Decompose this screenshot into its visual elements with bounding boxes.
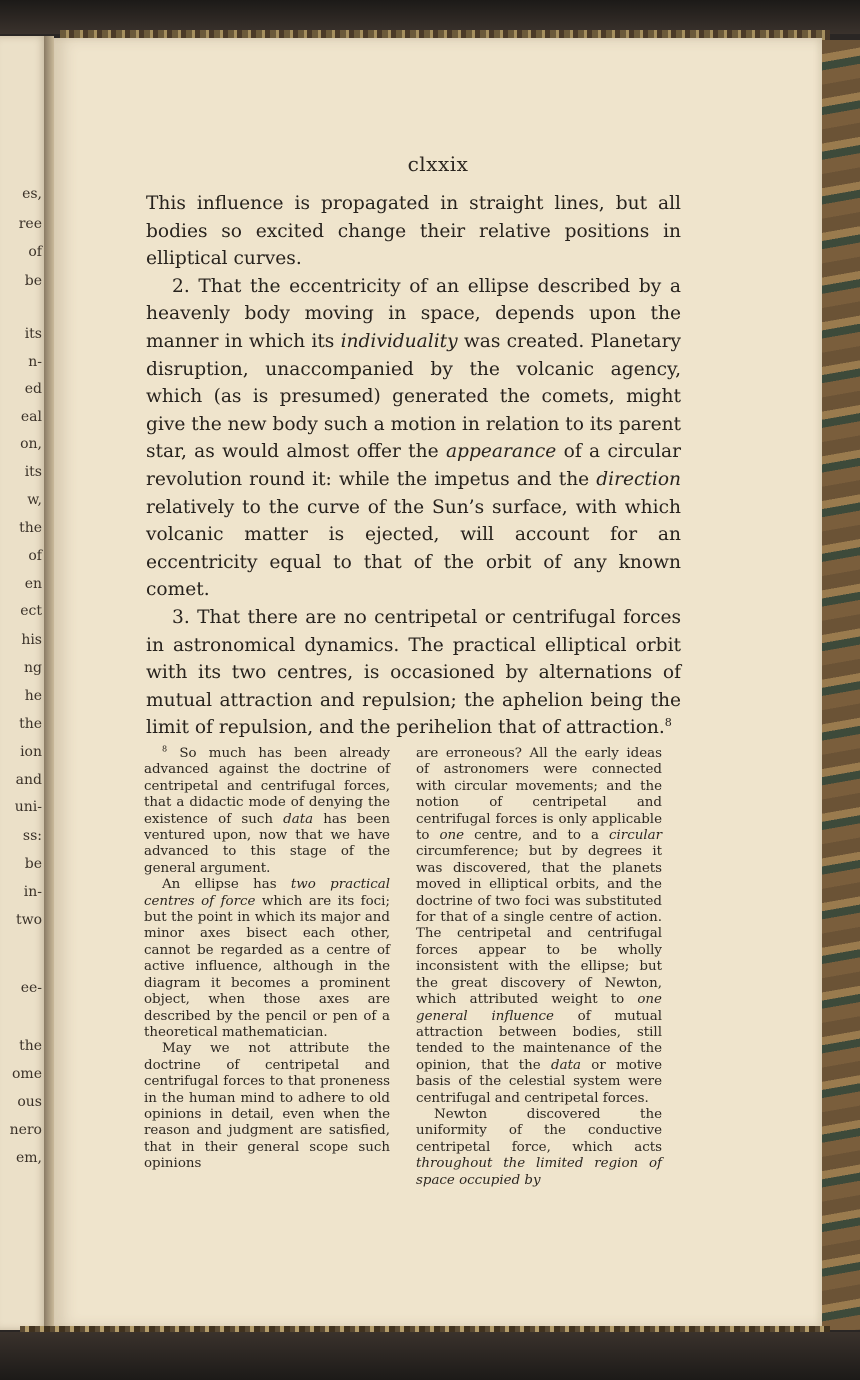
facing-page-fragment: ss: [22,828,42,844]
facing-page-fragment: of [28,244,42,260]
footnote-column-right [416,746,662,1189]
facing-page-fragment: ion [20,744,42,760]
facing-page-fragment: nero [9,1122,42,1138]
italic-text: data [551,1057,581,1073]
facing-page-fragment: the [19,520,42,536]
facing-page-fragment: its [24,326,42,342]
main-paragraph-1 [146,190,681,273]
text-run: relatively to the curve of the Sun’s surface, with which volcanic matter is ejected, will account for an eccentricity equal to that of the orbit of any known comet. [146,496,681,601]
facing-page-fragment: w, [27,492,42,508]
italic-text: individuality [340,330,458,352]
italic-text: one general influence [416,992,662,1024]
text-run: are erroneous? All the early ideas of astronomers were connected with circular movements; and the notion of centripetal and centrifugal forces is only applicable to [416,746,662,844]
footnote-column-left [144,746,390,1173]
footnote-paragraph [144,1041,390,1172]
text-run: of mutual attraction between bodies, still tended to the maintenance of the opinion, that the [416,1008,663,1073]
facing-page-fragment: es, [22,186,42,202]
text-run: centre, and to a [464,828,610,844]
facing-page-fragment: en [24,576,42,592]
facing-page-fragment: ree [18,216,42,232]
facing-page-fragment: the [19,1038,42,1054]
book-bottom-edge [0,1332,860,1380]
text-run: 2. That the eccentricity of an ellipse described by a heavenly body moving in space, depends upon the manner in which its [146,275,681,352]
main-paragraph-3 [146,604,681,742]
facing-page-fragment: his [21,632,42,648]
footnote-paragraph [416,746,662,1107]
book-top-edge [0,0,860,34]
page-number: clxxix [407,152,469,176]
text-run: has been ventured upon, now that we have advanced to this stage of the general argument. [144,811,390,876]
italic-text: one [439,828,465,844]
main-paragraph-2 [146,273,681,604]
facing-page-fragment: ed [24,381,42,397]
text-run: An ellipse has [162,877,291,893]
facing-page-fragment: he [24,688,42,704]
text-run: circumference; but by degrees it was discovered, that the planets moved in elliptical orbits, and the doctrine of two foci was substituted for that of a single centre of action. The centripetal and centrifugal forces appear to be wholly inconsistent with the ellipse; but the great discovery of Newton, which attributed weight to [416,844,662,1008]
text-run: This influence is propagated in straight lines, but all bodies so excited change their relative positions in elliptical curves. [146,193,681,270]
italic-text: throughout the limited region of space occupied by [416,1156,662,1188]
text-run: So much has been already advanced against the doctrine of centripetal and centrifugal forces, that a didactic mode of denying the existence of such [144,746,390,827]
main-body-text [146,190,681,742]
footnote-marker: 8 [162,744,168,754]
facing-page-fragment: of [28,548,42,564]
facing-page-fragment: be [24,856,42,872]
italic-text: two practical centres of force [144,877,391,909]
facing-page-fragment: be [24,273,42,289]
footnote-marker: 8 [664,716,672,730]
facing-page-fragment: ee- [20,980,42,996]
facing-page-fragment: ng [24,660,42,676]
footnote-paragraph [416,1107,662,1189]
text-run: was created. Planetary disruption, unaccompanied by the volcanic agency, which (as is presumed) generated the comets, might give the new body such a motion in relation to its parent star, as would almost offer the [146,330,682,463]
marbled-fore-edge [822,40,860,1330]
text-run: of a circular revolution round it: while the impetus and the [146,441,682,490]
facing-page-fragment: its [24,464,42,480]
facing-page-fragment: the [19,716,42,732]
facing-page-fragment: ous [17,1094,42,1110]
italic-text: appearance [445,441,557,463]
facing-page-fragment: and [15,772,42,788]
text-run: or motive basis of the celestial system were centrifugal and centripetal forces. [416,1057,662,1106]
facing-page-fragment: two [15,912,42,928]
text-run: May we not attribute the doctrine of centripetal and centrifugal forces to that proneness in the human mind to adhere to old opinions in detail, even when the reason and judgment are satisfied, that in their general scope such opinions [144,1041,390,1172]
facing-page-edge [0,36,48,1330]
facing-page-text-fragments [0,36,48,1330]
book-page [54,38,822,1328]
text-run: Newton discovered the uniformity of the conductive centripetal force, which acts [416,1106,662,1155]
book-gutter [44,36,54,1330]
text-run: 3. That there are no centripetal or centrifugal forces in astronomical dynamics. The practical elliptical orbit with its two centres, is occasioned by alternations of mutual attraction and repulsion; the aphelion being the limit of repulsion, and the perihelion that of attraction. [146,606,681,739]
italic-text: direction [596,468,681,490]
facing-page-fragment: ome [12,1066,42,1082]
footnote-paragraph [144,877,390,1041]
italic-text: circular [609,828,662,844]
facing-page-fragment: eal [20,409,42,425]
italic-text: data [283,811,314,827]
facing-page-fragment: on, [20,436,42,452]
facing-page-fragment: uni- [14,799,42,815]
facing-page-fragment: in- [23,884,42,900]
facing-page-fragment: n- [28,354,42,370]
text-run: which are its foci; but the point in which its major and minor axes bisect each other, cannot be regarded as a centre of active influence, although in the diagram it becomes a prominent object, when those axes are described by the pencil or pen of a theoretical mathematician. [144,893,390,1040]
facing-page-fragment: em, [15,1150,42,1166]
footnote-paragraph [144,746,390,877]
facing-page-fragment: ect [20,603,42,619]
